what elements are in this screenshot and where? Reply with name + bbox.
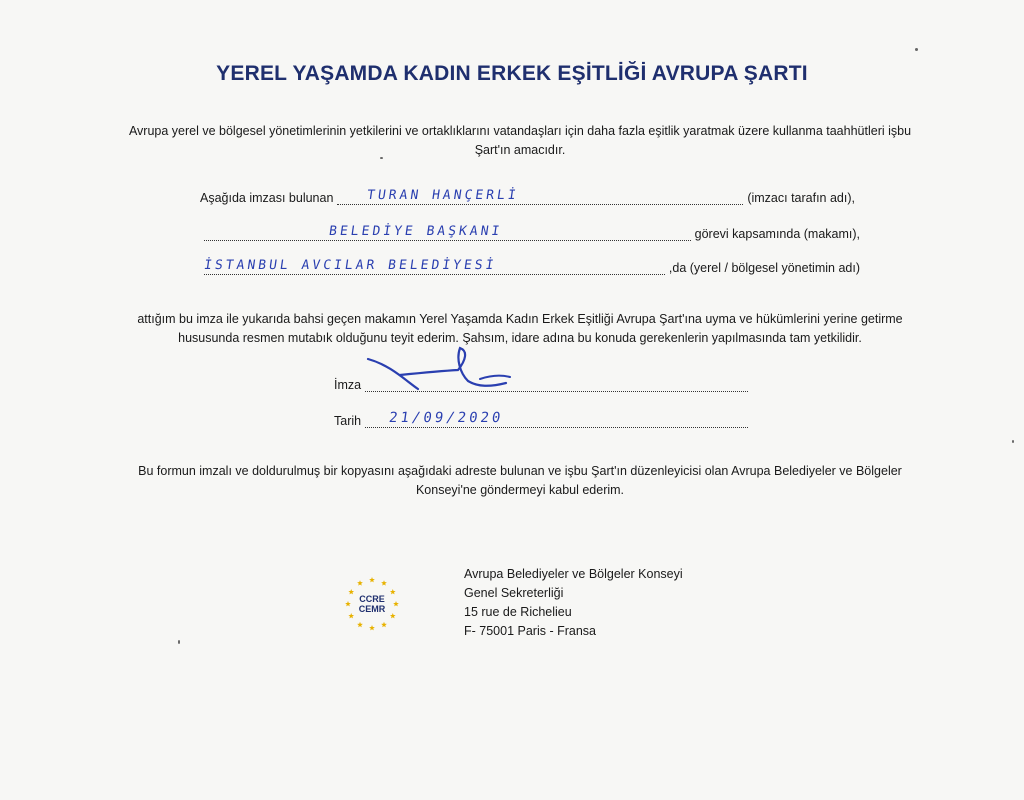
- address-block: [464, 565, 683, 641]
- date-value: 21/09/2020: [387, 410, 505, 426]
- logo-text-line2: CEMR: [358, 604, 386, 614]
- signer-field[interactable]: [337, 188, 743, 205]
- scan-speck: [1012, 440, 1014, 443]
- position-row: [200, 224, 860, 241]
- document-title: YEREL YAŞAMDA KADIN ERKEK EŞİTLİĞİ AVRUPA ŞARTI: [216, 62, 808, 85]
- address-line-1: Avrupa Belediyeler ve Bölgeler Konseyi: [464, 567, 683, 581]
- signer-suffix: (imzacı tarafın adı),: [747, 191, 855, 205]
- authority-field[interactable]: [204, 258, 665, 275]
- position-suffix: görevi kapsamında (makamı),: [694, 227, 860, 241]
- logo-star: [393, 601, 399, 606]
- logo-star: [357, 622, 363, 627]
- logo-text-line1: CCRE: [359, 594, 385, 604]
- logo-star: [357, 580, 363, 585]
- date-label: Tarih: [334, 414, 362, 428]
- logo-star: [390, 589, 396, 594]
- position-field[interactable]: [204, 224, 691, 241]
- logo-star: [348, 613, 354, 618]
- logo-star: [381, 580, 387, 585]
- address-line-4: F- 75001 Paris - Fransa: [464, 624, 596, 638]
- scan-speck: [178, 640, 180, 644]
- position-value: BELEDİYE BAŞKANI: [327, 224, 504, 239]
- logo-star: [369, 577, 375, 582]
- submission-paragraph: Bu formun imzalı ve doldurulmuş bir kopyasını aşağıdaki adreste bulunan ve işbu Şart'ın düzenleyicisi olan Avrupa Belediyeler ve Bölgeler Konseyi'ne göndermeyi kabul ederim.: [138, 464, 902, 497]
- address-line-3: 15 rue de Richelieu: [464, 605, 572, 619]
- logo-star: [381, 622, 387, 627]
- logo-star: [345, 601, 351, 606]
- logo-star: [348, 589, 354, 594]
- handwritten-signature: [360, 345, 530, 395]
- logo-star: [369, 625, 375, 630]
- date-field[interactable]: [365, 411, 748, 428]
- authority-row: [200, 258, 860, 275]
- authority-suffix: ,da (yerel / bölgesel yönetimin adı): [668, 261, 860, 275]
- scan-speck: [380, 157, 383, 159]
- scan-speck: [915, 48, 918, 51]
- signer-row: [200, 188, 855, 205]
- logo-star: [390, 613, 396, 618]
- signature-label: İmza: [334, 378, 362, 392]
- ccre-cemr-logo: [343, 575, 401, 633]
- confirmation-paragraph: attığım bu imza ile yukarıda bahsi geçen makamın Yerel Yaşamda Kadın Erkek Eşitliği Avrupa Şart'ına uyma ve hükümlerini yerine getirme hususunda resmen mutabık olduğunu teyit ederim. Şahsım, idare adına bu konuda gerekenlerin yapılmasında tam yetkilidir.: [137, 312, 903, 345]
- address-line-2: Genel Sekreterliği: [464, 586, 564, 600]
- authority-value: İSTANBUL AVCILAR BELEDİYESİ: [202, 258, 498, 273]
- signer-prefix: Aşağıda imzası bulunan: [200, 191, 334, 205]
- signer-value: TURAN HANÇERLİ: [366, 188, 521, 203]
- intro-paragraph: Avrupa yerel ve bölgesel yönetimlerinin yetkilerini ve ortaklıklarını vatandaşları için daha fazla eşitlik yaratmak üzere kullanma taahhütleri işbu Şart'ın amacıdır.: [128, 124, 912, 157]
- date-row: [334, 411, 752, 428]
